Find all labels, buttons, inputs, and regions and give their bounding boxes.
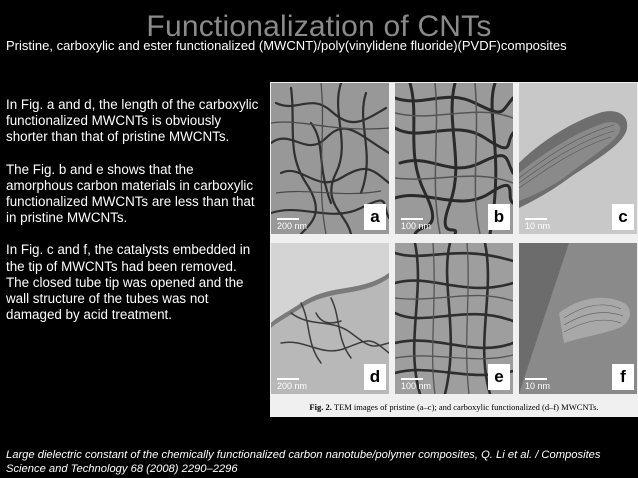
tem-panel-a — [271, 83, 389, 234]
paragraph-length: In Fig. a and d, the length of the carboxylic functionalized MWCNTs is obviously shorter than that of pristine MWCNTs. — [6, 97, 259, 145]
panel-letter-e: e — [488, 364, 510, 390]
tem-panel-c — [519, 83, 637, 234]
paragraph-amorphous-carbon: The Fig. b and e shows that the amorphous carbon materials in carboxylic functionalized MWCNTs are less than that in pristine MWCNTs. — [6, 161, 255, 226]
tem-figure — [270, 82, 638, 417]
tem-panel-f — [519, 243, 637, 394]
citation: Large dielectric constant of the chemically functionalized carbon nanotube/polymer composites, Q. Li et al. / Composites Science and Technology 68 (2008) 2290–2296 — [6, 449, 601, 475]
scale-label-c: 10 nm — [525, 221, 551, 231]
scale-label-b: 100 nm — [401, 221, 432, 231]
paragraph-catalyst-tip: In Fig. c and f, the catalysts embedded in the tip of MWCNTs had been removed. The closed tube tip was opened and the wall structure of the tubes was not damaged by acid treatment. — [6, 242, 251, 323]
slide-subtitle: Pristine, carboxylic and ester functionalized (MWCNT)/poly(vinylidene fluoride)(PVDF)composites — [6, 38, 567, 53]
panel-letter-d: d — [364, 364, 386, 390]
scale-label-a: 200 nm — [277, 221, 308, 231]
panel-letter-a: a — [364, 204, 386, 230]
tem-panel-e — [395, 243, 513, 394]
panel-letter-b: b — [488, 204, 510, 230]
panel-letter-f: f — [612, 364, 634, 390]
scale-bar — [401, 378, 423, 380]
scale-bar — [277, 218, 299, 220]
panel-letter-c: c — [612, 204, 634, 230]
scale-bar — [525, 378, 547, 380]
tem-panel-b — [395, 83, 513, 234]
figure-caption-text: TEM images of pristine (a–c); and carboxylic functionalized (d–f) MWCNTs. — [333, 402, 599, 412]
scale-bar — [401, 218, 423, 220]
figure-caption-label: Fig. 2. — [309, 402, 332, 412]
body-text — [6, 97, 261, 323]
scale-label-d: 200 nm — [277, 381, 308, 391]
tem-panel-d — [271, 243, 389, 394]
scale-bar — [277, 378, 299, 380]
scale-label-e: 100 nm — [401, 381, 432, 391]
scale-bar — [525, 218, 547, 220]
slide-title: Functionalization of CNTs — [146, 10, 492, 43]
figure-caption — [270, 402, 638, 412]
scale-label-f: 10 nm — [525, 381, 551, 391]
